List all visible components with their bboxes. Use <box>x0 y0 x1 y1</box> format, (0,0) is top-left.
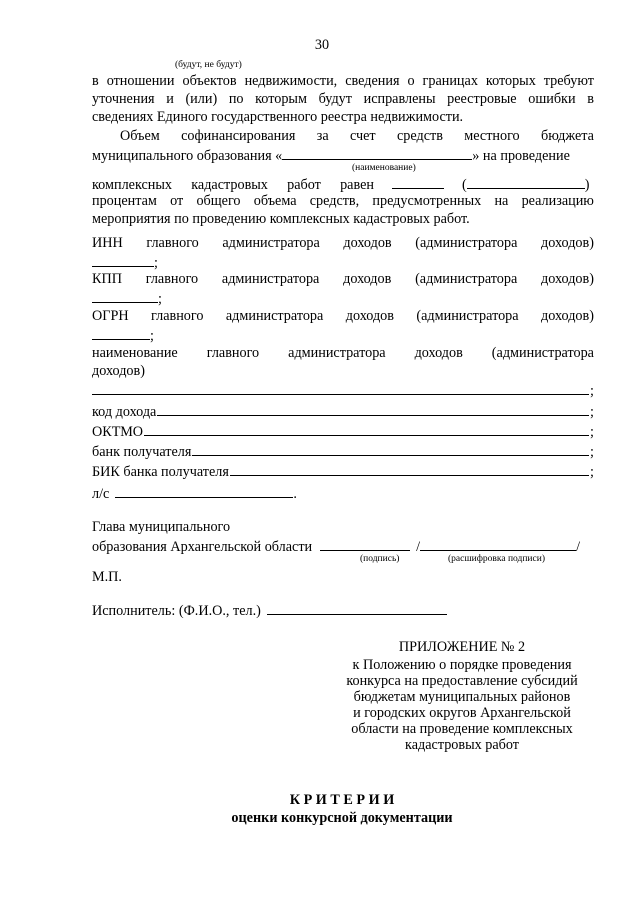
word: которых <box>485 73 536 89</box>
word: доходов) <box>541 308 594 324</box>
word: общего <box>196 193 241 209</box>
slash: / <box>416 539 421 555</box>
word: на <box>494 193 509 209</box>
word: отношении <box>106 73 175 89</box>
word: (администратора <box>491 345 594 361</box>
word: доходов) <box>541 235 594 251</box>
para1-line1 <box>92 73 594 89</box>
word: равен <box>340 177 374 193</box>
word: софинансирования <box>181 128 296 144</box>
word: уточнения <box>92 91 155 107</box>
criteria-title: К Р И Т Е Р И И <box>289 792 395 808</box>
word: главного <box>151 308 204 324</box>
word: работ <box>287 177 321 193</box>
semicolon: ; <box>154 255 158 271</box>
semicolon: ; <box>590 464 594 480</box>
word: Объем <box>120 128 160 144</box>
semicolon: ; <box>590 383 594 399</box>
word: главного <box>145 271 199 287</box>
appendix-title: ПРИЛОЖЕНИЕ № 2 <box>398 639 526 655</box>
sig-line2 <box>92 537 580 555</box>
word: счет <box>349 128 376 144</box>
para1-line3: сведениях Единого государственного реестра недвижимости. <box>92 109 464 125</box>
paren-open: ( <box>462 177 467 193</box>
appendix-line: конкурса на предоставление субсидий <box>346 673 578 689</box>
hint-budut: (будут, не будут) <box>175 60 242 70</box>
ls-field[interactable] <box>115 484 293 498</box>
word: объектов <box>182 73 237 89</box>
word: по <box>228 91 244 107</box>
word: администратора <box>225 308 324 324</box>
word: доходов <box>343 235 392 251</box>
kod-field[interactable] <box>157 403 589 416</box>
kod-row <box>92 403 594 420</box>
inn-field[interactable] <box>92 253 154 267</box>
oktmo-field[interactable] <box>144 423 589 436</box>
word: кадастровых <box>191 177 268 193</box>
word: от <box>170 193 184 209</box>
word: наименование <box>92 345 178 361</box>
amount-field[interactable] <box>392 175 444 189</box>
semicolon: ; <box>590 404 594 420</box>
word: которым <box>255 91 307 107</box>
inn-label <box>92 235 594 251</box>
semicolon: ; <box>158 291 162 307</box>
word: (администратора <box>415 271 518 287</box>
executor-field[interactable] <box>267 601 447 615</box>
slash: / <box>576 539 581 555</box>
word: и <box>166 91 174 107</box>
inn-row <box>92 253 158 271</box>
oktmo-row <box>92 423 594 440</box>
word: (администратора <box>416 308 519 324</box>
word: о <box>407 73 415 89</box>
word: за <box>316 128 329 144</box>
dot: . <box>293 486 297 502</box>
kod-label: код дохода <box>92 404 157 420</box>
naim-label-2: доходов) <box>92 363 145 379</box>
kpp-row <box>92 289 162 307</box>
sig-line1: Глава муниципального <box>92 519 231 535</box>
signature-decode-field[interactable] <box>420 537 576 551</box>
word: администратора <box>221 271 320 287</box>
appendix-line: бюджетам муниципальных районов <box>353 689 571 705</box>
para2-line3 <box>92 175 594 193</box>
municipality-name-field[interactable] <box>282 146 472 160</box>
word: недвижимости, <box>244 73 338 89</box>
hint-rasshifr: (расшифровка подписи) <box>448 554 545 564</box>
word: доходов <box>345 308 394 324</box>
appendix-line: кадастровых работ <box>405 737 519 753</box>
kpp-label <box>92 271 594 287</box>
naim-field[interactable] <box>92 382 589 395</box>
executor-label: Исполнитель: (Ф.И.О., тел.) <box>92 603 261 619</box>
oktmo-label: ОКТМО <box>92 424 144 440</box>
word: предусмотренных <box>372 193 482 209</box>
semicolon: ; <box>150 328 154 344</box>
word: бюджета <box>541 128 594 144</box>
para2-line2 <box>92 146 594 164</box>
word: средств, <box>309 193 360 209</box>
para1-line2 <box>92 91 594 107</box>
word: исправлены <box>363 91 436 107</box>
word: в <box>92 73 99 89</box>
para2-line5: мероприятия по проведению комплексных кадастровых работ. <box>92 211 470 227</box>
ls-label: л/с <box>92 486 110 502</box>
word: главного <box>146 235 199 251</box>
word: требуют <box>543 73 594 89</box>
word: администратора <box>288 345 386 361</box>
word: главного <box>206 345 260 361</box>
amount-words-field[interactable] <box>467 175 585 189</box>
bik-row <box>92 463 594 480</box>
word: администратора <box>222 235 320 251</box>
executor-row <box>92 601 447 619</box>
paren-close: ) <box>584 177 590 193</box>
word: доходов) <box>541 271 594 287</box>
word: реестровые <box>447 91 517 107</box>
ogrn-label <box>92 308 594 324</box>
word: процентам <box>92 193 157 209</box>
word: доходов <box>414 345 463 361</box>
word: средств <box>397 128 443 144</box>
bik-label: БИК банка получателя <box>92 464 229 480</box>
bank-label: банк получателя <box>92 444 192 460</box>
word: в <box>587 91 594 107</box>
hint-naim: (наименование) <box>352 163 416 173</box>
ogrn-field[interactable] <box>92 326 150 340</box>
page-number: 30 <box>314 37 330 53</box>
word: (администратора <box>415 235 518 251</box>
word: ОГРН <box>92 308 129 324</box>
hint-podpis: (подпись) <box>360 554 400 564</box>
naim-label <box>92 345 594 361</box>
ogrn-row <box>92 326 154 344</box>
word: доходов <box>343 271 392 287</box>
naim-row <box>92 382 594 399</box>
word: сведения <box>345 73 400 89</box>
bank-row <box>92 443 594 460</box>
word: (или) <box>185 91 218 107</box>
word: комплексных <box>92 177 172 193</box>
word: реализацию <box>521 193 594 209</box>
word: границах <box>422 73 478 89</box>
semicolon: ; <box>590 424 594 440</box>
para2-line1 <box>120 128 594 144</box>
word: будут <box>318 91 352 107</box>
semicolon: ; <box>590 444 594 460</box>
bank-field[interactable] <box>192 443 589 456</box>
word: ошибки <box>528 91 576 107</box>
appendix-line: к Положению о порядке проведения <box>352 657 572 673</box>
stamp-mp: М.П. <box>92 569 122 585</box>
word: местного <box>464 128 520 144</box>
bik-field[interactable] <box>230 463 589 476</box>
para2-text-a: муниципального образования « <box>92 148 283 164</box>
word: ИНН <box>92 235 123 251</box>
signature-field[interactable] <box>320 537 410 551</box>
appendix-line: и городских округов Архангельской <box>353 705 571 721</box>
para2-text-b: » на проведение <box>472 148 570 164</box>
sig-org-label: образования Архангельской области <box>92 539 313 555</box>
para2-line4 <box>92 193 594 209</box>
criteria-subtitle: оценки конкурсной документации <box>231 810 453 826</box>
kpp-field[interactable] <box>92 289 158 303</box>
word: КПП <box>92 271 122 287</box>
appendix-line: области на проведение комплексных <box>351 721 573 737</box>
ls-row <box>92 484 297 502</box>
word: объема <box>253 193 297 209</box>
